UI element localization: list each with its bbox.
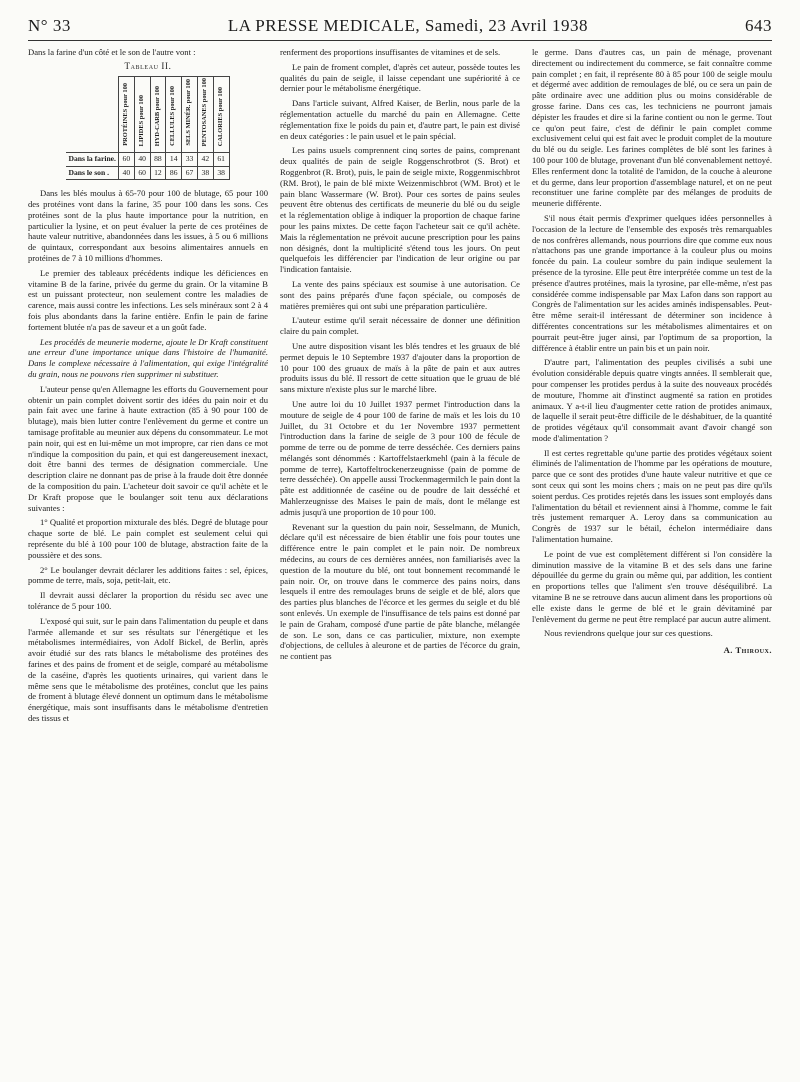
table-cell: 12 (150, 166, 166, 180)
paragraph: Nous reviendrons quelque jour sur ces questions. (544, 628, 713, 639)
issue-number: N° 33 (28, 16, 71, 35)
column-header: CALORIES pour 100 (213, 76, 229, 152)
table-caption: Tableau II. (124, 60, 172, 71)
column-header: SELS MINÉR. pour 100 (182, 76, 198, 152)
paragraph: La vente des pains spéciaux est soumise à une autorisation. Ce sont des pains préparés d'une façon spéciale, ou composés de matières premières qui ont subi une préparation particulière. (280, 278, 520, 311)
article-columns (28, 47, 772, 1047)
journal-title: LA PRESSE MEDICALE, Samedi, 23 Avril 1938 (227, 16, 589, 35)
column-header: HYD-CARB pour 100 (150, 76, 166, 152)
paragraph: Une autre loi du 10 Juillet 1937 permet l'introduction dans la mouture de seigle de 4 pour 100 de farine de maïs et les lois du 10 Juillet, du 31 Octobre et du 1er Novembre 1937 permettent l'introduction dans la farine de seigle de 3 pour 100 de fécule de pomme de terre ou de pomme de terre desséchée. Ces derniers pains mélangés sont dénommés : Kartoffelstaerkmehl (pain à la fécule de pomme de terre), Kartoffeltrockenerzeugnisse (pain de pomme de terre desséchée). On appelle aussi Trockenmagermilch le pain dont la pâte est additionnée de caséine ou de poudre de lait desséché et Mahlerzeugnisse des Maises le pain de maïs, dont le mélange est admis jusqu'à une proportion de 10 pour 100. (280, 398, 520, 517)
column-header: PENTOSANES pour 100 (197, 76, 213, 152)
author-signature: A. Thiroux. (723, 645, 772, 656)
table-corner (66, 76, 118, 152)
paragraph: Le pain de froment complet, d'après cet auteur, possède toutes les qualités du pain de seigle, il laisse cependant une supériorité à ce dernier pour le métabolisme énergétique. (280, 61, 520, 94)
table-row (66, 166, 229, 180)
paragraph: L'auteur pense qu'en Allemagne les efforts du Gouvernement pour obtenir un pain complet doivent sortir des idées du pain noir et du pain fait avec une farine à haute extraction (85 à 90 pour 100 de blutage), mais bien lutter contre l'enlèvement du germe et contre un tamisage profitable au meunier aux dépens du consommateur. Le mot pain noir, qui est en lui-même un mot impropre, car rien dans ce mot n'indique la composition du pain, et qui est dangereusement inexact, doit être banni des termes de désignation commerciale. Une description claire ne donnant pas de prise à la fraude doit être donnée de la composition du pain. L'acheteur doit savoir ce qu'il achète et le Dr Kraft propose que le boulanger soit tenu aux déclarations suivantes : (28, 383, 268, 513)
paragraph: Les procédés de meunerie moderne, ajoute le Dr Kraft constituent une erreur d'une importance unique dans l'histoire de l'humanité. Dans le complexe nécessaire à l'alimentation, qui exige l'intégralité du grain, nous ne pouvons rien supprimer ni substituer. (28, 336, 268, 380)
table-cell: 40 (134, 152, 150, 166)
table-cell: 38 (213, 166, 229, 180)
table-cell: 60 (118, 152, 134, 166)
paragraph: Dans les blés moulus à 65-70 pour 100 de blutage, 65 pour 100 des protéines vont dans la farine, 35 pour 100 dans les sons. Ces protéines sont de la plus haute importance pour la nutrition, en particulier la lysine, et on peut évaluer la perte de ces protéines de haute valeur nutritive, abandonnées dans les issues, à 5 ou 6 millions de quintaux, correspondant aux besoins alimentaires annuels en protéines de 7 à 10 millions d'hommes. (28, 188, 268, 264)
table-cell: 14 (166, 152, 182, 166)
table-cell: 40 (118, 166, 134, 180)
table-cell: 60 (134, 166, 150, 180)
column-1 (28, 47, 268, 1047)
paragraph: Dans l'article suivant, Alfred Kaiser, de Berlin, nous parle de la réglementation actuelle du marché du pain en Allemagne. Cette réglementation fixe le poids du pain et, d'autre part, le pain est divisé en deux catégories : le pain usuel et le pain spécial. (280, 98, 520, 141)
paragraph: Une autre disposition visant les blés tendres et les gruaux de blé permet depuis le 10 Septembre 1937 d'ajouter dans la proportion de 10 pour 100 des gruaux de maïs à la pâte de pain et aux autres produits issus du blé. Il ressort de cette situation que le gruau de blé sans mixture n'existe plus sur le marché libre. (280, 340, 520, 395)
paragraph: 2° Le boulanger devrait déclarer les additions faites : sel, épices, pomme de terre, maïs, soja, petit-lait, etc. (28, 564, 268, 586)
page-header (28, 16, 772, 41)
paragraph: Il est certes regrettable qu'une partie des protides végétaux soient éliminés de l'alimentation de l'homme par les opérations de mouture, parce que ce sont des protides d'une haute valeur nutritive et que ce sont ceux qui sont les moins chers ; mais on ne peut pas dire qu'ils soient perdus. Ces protides rejetés dans les issues sont employés dans l'alimentation du bétail et reviennent ainsi à l'homme, comme le fait très justement remarquer A. Leroy dans sa communication au Congrès de 1937 sur le bétail, échelon intermédiaire dans l'alimentation humaine. (532, 447, 772, 545)
column-header: CELLULES pour 100 (166, 76, 182, 152)
paragraph: 1° Qualité et proportion mixturale des blés. Degré de blutage pour chaque sorte de blé. Le pain complet est seulement celui qui représente du blé à 100 pour 100 de blutage, abstraction faite de la poussière et des sons. (28, 517, 268, 560)
table-cell: 33 (182, 152, 198, 166)
table-cell: 88 (150, 152, 166, 166)
table-cell: 38 (197, 166, 213, 180)
table-cell: 42 (197, 152, 213, 166)
table-cell: 67 (182, 166, 198, 180)
paragraph: S'il nous était permis d'exprimer quelques idées personnelles à l'occasion de la lecture de l'ensemble des exposés très remarquables de nos confrères allemands, nous pourrions dire que comme eux nous n'attachons pas une grande importance à la couleur plus ou moins foncée du pain. La couleur sombre du pain indique seulement la présence de la tyrosine. Elle peut être interprétée comme un test de la présence d'autres protéines, mais la tyrosine, par elle-même, n'est pas considérée comme indispensable par Max Lafon dans son rapport au Congrès de l'alimentation sur les acides aminés indispensables. Peut-être même serait-il intéressant de déterminer son incidence à différentes concentrations sur les métabolismes alimentaires et on pourrait peut-être juger ainsi, par l'optimum de sa proportion, la différence à établir entre un pain bis et un pain noir. (532, 212, 772, 353)
paragraph: Le premier des tableaux précédents indique les déficiences en vitamine B de la farine, privée du germe du grain. Or la vitamine B est un puissant protecteur, non seulement contre les maladies de carence, mais aussi contre les infections. Les sels minéraux sont 2 à 4 fois plus abondants dans la farine entière. Enfin le pain de farine fortement blutée n'a pas de saveur et a un goût fade. (28, 267, 268, 332)
paragraph: Les pains usuels comprennent cinq sortes de pains, comprenant deux qualités de pain de seigle Roggenschrotbrot (S. Brot) et Roggenbrot (R. Brot), puis, le pain de seigle mixte, Roggenmischbrot (RM. Brot), le pain de blé mixte Weizenmischbrot (WM. Brot) et le pain blanc Wassermare (W. Brot). Pour ces sortes de pains seules peuvent être obtenus des certificats de meunerie du blé ou du seigle et la réglementation oblige à indiquer la proportion de chaque farine pour les pains mixtes. De cette façon l'acheteur sait ce qu'il achète. Mais la réglementation ne prévoit aucune prescription pour les pains non désignés, dont la multiplicité s'étend tous les jours. On peut quelquefois les différencier par l'indication de leur origine ou par l'indication fantaisie. (280, 145, 520, 275)
paragraph: Dans la farine d'un côté et le son de l'autre vont : (28, 47, 196, 57)
column-header: LIPIDES pour 100 (134, 76, 150, 152)
paragraph: L'auteur estime qu'il serait nécessaire de donner une définition claire du pain complet. (280, 315, 520, 337)
column-header: PROTÉINES pour 100 (118, 76, 134, 152)
paragraph: renferment des proportions insuffisantes de vitamines et de sels. (280, 47, 501, 57)
paragraph: D'autre part, l'alimentation des peuples civilisés a subi une évolution considérable depuis quatre vingts années. Il semblerait que, pour compenser les protides perdus à la suite des nouveaux procédés de mouture, l'homme ait d'instinct augmenté sa ration en protides animaux. Y a-t-il lieu d'augmenter cette ration de protides animaux, de laquelle il serait peut-être difficile de le déshabituer, de la quantité de protides végétaux qu'il consommait avant d'avoir changé son mode d'alimentation ? (532, 357, 772, 443)
paragraph: L'exposé qui suit, sur le pain dans l'alimentation du peuple et dans l'armée allemande et sur ses résultats sur l'énergétique et les métabolismes intermédiaires, von Adolf Bickel, de Berlin, après avoir étudié sur des rats blancs le métabolisme des protéines des farines et des pains de froment et de seigle, comparé au métabolisme de la caséine, d'après les quotients urinaires, qui varient dans le même sens que le métabolisme des protéines, conclut que les pains de froment à blutage élevé donnent un optimum dans le métabolisme énergétique, mais sont insuffisants dans le métabolisme d'entretien des tissus et (28, 615, 268, 723)
page-number: 643 (745, 16, 772, 35)
nutrient-table (66, 76, 229, 181)
table-cell: 86 (166, 166, 182, 180)
column-3 (532, 47, 772, 1047)
paragraph: Le point de vue est complètement différent si l'on considère la diminution massive de la vitamine B et des sels dans une farine dépouillée du germe du grain ou même qui, par addition, les contient en proportions telles que l'aliment s'en trouve déséquilibré. La vitamine B ne se retrouve dans aucun aliment dans les proportions où elle existe dans le germe de blé et le grain dévitaminé par l'enlèvement du germe ne peut être remplacé par aucun autre aliment. (532, 548, 772, 624)
table-row (66, 152, 229, 166)
row-label: Dans la farine. (66, 152, 118, 166)
table-header-row (66, 76, 229, 152)
row-label: Dans le son . (66, 166, 118, 180)
paragraph: Revenant sur la question du pain noir, Sesselmann, de Munich, déclare qu'il est nécessaire de bien établir une fois pour toutes une différence entre le pain complet et le pain noir. De nombreux médecins, au cours de ces dernières années, non familiarisés avec la question de la mouture du blé, ont tout bonnement recommandé le pain noir. Or, on trouve dans le commerce des pains noirs, dans lesquels il entre des remoulages bruns de seigle et de blé, alors que des parties plus blanches de l'écorce et les germes du seigle et du blé sont enlevés. Un exemple de l'insuffisance de tels pains est donné par le pain de Graham, composé d'une partie de pâte blanche, mélangée de son. Le son, dans ce cas particulier, mixture, non exempte d'objections, de cellules à aleurone et de parties de l'écorce du grain, ne contient pas (280, 521, 520, 662)
column-2 (280, 47, 520, 1047)
paragraph: le germe. Dans d'autres cas, un pain de ménage, provenant directement ou indirectement du commerce, se fait connaître comme pain complet ; en fait, il représente 80 à 85 pour 100 de seigle moulu et dégermé avec addition de remoulages de blé, ou ce sera un pain de pâte ordinaire avec une addition plus ou moins considérable de grosse farine. Dans ces cas, les techniciens ne pourront jamais dépister les fraudes et dire si la farine contient ou non le germe. Tout ce qu'on peut faire, c'est de définir le pain complet comme exclusivement celui qui est fait avec le produit complet de la mouture du blé ou du seigle. Les farines complètes de blé sont les farines à 100 pour 100 de blutage, provenant d'un blé convenablement nettoyé. Elles renferment donc la totalité de l'amidon, de la couche à aleurone et du germe, dans leur proportion d'assemblage naturel, et on ne peut reconstituer une farine complète par des mélanges de produits de meunerie différente. (532, 47, 772, 209)
table-cell: 61 (213, 152, 229, 166)
paragraph: Il devrait aussi déclarer la proportion du résidu sec avec une tolérance de 5 pour 100. (28, 590, 268, 611)
